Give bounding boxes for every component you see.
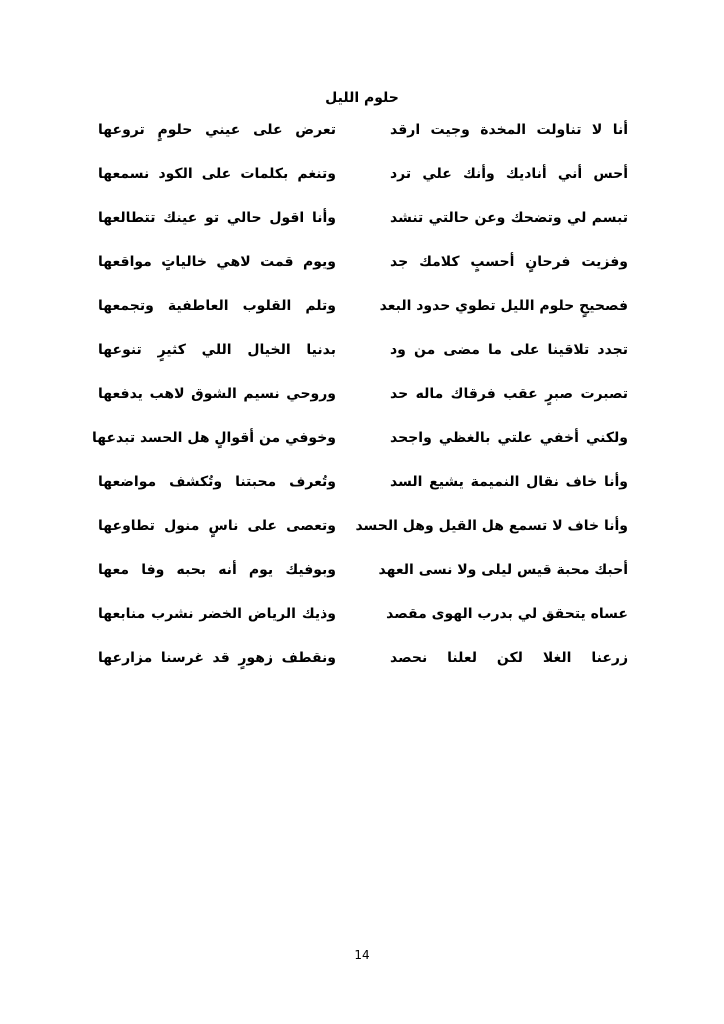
verse-first-hemistich: فصحيحٍ حلوم الليل تطوي حدود البعد (379, 298, 628, 314)
verse-second-hemistich: وتعصى على ناسٍ منول تطاوعها (98, 518, 336, 534)
verse-first-hemistich: وفزيت فرحانٍ أحسبٍ كلامك جد (390, 254, 628, 270)
verse-first-hemistich: أحبك محبة قيس ليلى ولا نسى العهد (378, 562, 628, 578)
verse-first-hemistich: تجدد تلاقينا على ما مضى من ود (390, 342, 628, 358)
verse-first-hemistich: عساه يتحقق لي بدرب الهوى مقصد (386, 606, 628, 622)
verse-first-hemistich: تصبرت صبرٍ عقب فرقاك ماله حد (390, 386, 628, 402)
poem-title: حلوم الليل (325, 90, 399, 106)
verse-second-hemistich: وتُعرف محبتنا وتُكشف مواضعها (98, 474, 336, 490)
verse-second-hemistich: وروحي نسيم الشوق لاهب يدفعها (98, 386, 336, 402)
verse-first-hemistich: تبسم لي وتضحك وعن حالتي تنشد (390, 210, 628, 226)
verse-second-hemistich: وأنا اقول حالي تو عينك تتطالعها (98, 210, 336, 226)
verse-second-hemistich: وتلم القلوب العاطفية وتجمعها (98, 298, 336, 314)
verse-line (98, 644, 628, 688)
verse-line (91, 424, 628, 468)
verse-first-hemistich: وأنا خاف لا تسمع هل القيل وهل الحسد (355, 518, 628, 534)
verse-line (98, 380, 628, 424)
verse-second-hemistich: وبوفيك يوم أنه بحبه وفا معها (98, 562, 336, 578)
verse-second-hemistich: وتنغم بكلمات على الكود نسمعها (98, 166, 336, 182)
verse-second-hemistich: تعرض على عيني حلومٍ تروعها (98, 122, 336, 138)
verse-line (98, 512, 628, 556)
verse-first-hemistich: أنا لا تناولت المخدة وجيت ارقد (390, 122, 628, 138)
verse-first-hemistich: وأنا خاف نقال النميمة يشيع السد (390, 474, 628, 490)
verse-first-hemistich: ولكني أخفي علتي بالغظي واجحد (390, 430, 628, 446)
verse-second-hemistich: ويوم قمت لاهي خالياتٍ مواقعها (98, 254, 336, 270)
verse-second-hemistich: ونقطف زهورٍ قد غرسنا مزارعها (98, 650, 336, 666)
page-number: 14 (354, 948, 370, 962)
verse-second-hemistich: بدنيا الخيال اللي كثيرٍ تنوعها (98, 342, 336, 358)
verse-line (98, 468, 628, 512)
verse-line (98, 600, 628, 644)
poem-body (91, 116, 628, 688)
verse-first-hemistich: زرعنا الغلا لكن لعلنا نحصد (390, 650, 628, 666)
verse-line (98, 556, 628, 600)
verse-line (98, 336, 628, 380)
verse-line (98, 248, 628, 292)
verse-line (98, 292, 628, 336)
verse-line (98, 204, 628, 248)
verse-second-hemistich: وخوفي من أقوالٍ هل الحسد تبدعها (91, 430, 336, 446)
verse-line (98, 116, 628, 160)
verse-second-hemistich: وذيك الرياض الخضر نشرب منابعها (98, 606, 336, 622)
verse-first-hemistich: أحس أني أناديك وأنك علي ترد (390, 166, 628, 182)
verse-line (98, 160, 628, 204)
